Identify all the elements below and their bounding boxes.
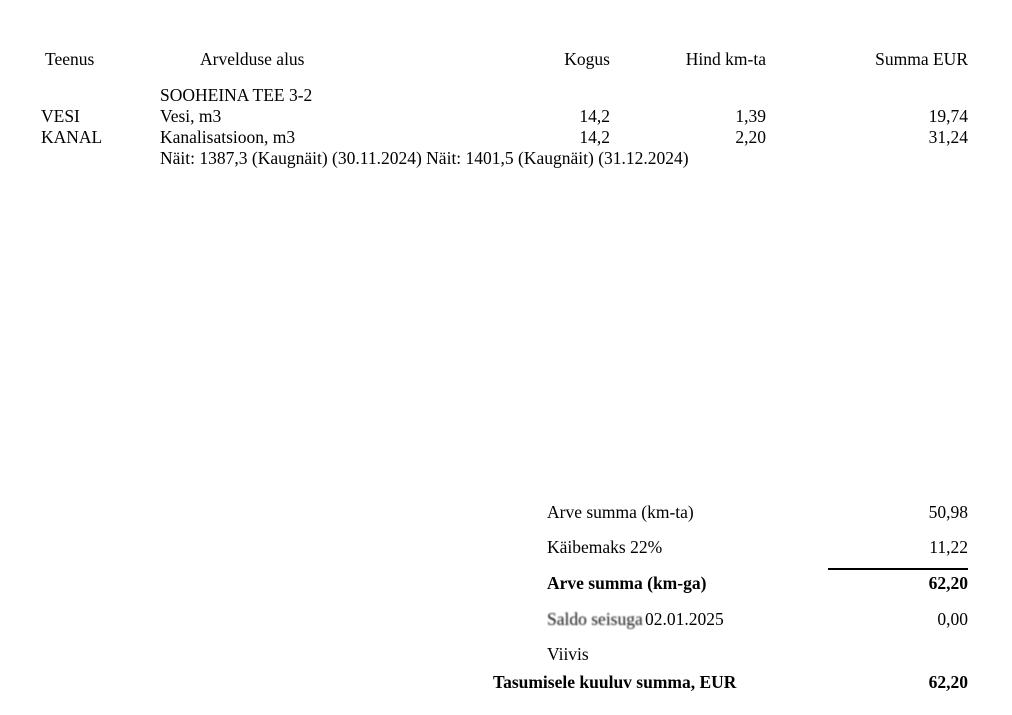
summary-row-balance (0, 609, 1012, 631)
property-address: SOOHEINA TEE 3-2 (160, 85, 313, 105)
service-code: KANAL (41, 127, 103, 147)
quantity-value: 14,2 (579, 127, 610, 147)
total-due-value: 62,20 (928, 672, 968, 692)
service-description: Vesi, m3 (160, 106, 222, 126)
meter-readings-note: Näit: 1387,3 (Kaugnäit) (30.11.2024) Näit: 1401,5 (Kaugnäit) (31.12.2024) (160, 148, 689, 168)
line-total-value: 31,24 (928, 127, 968, 147)
group-title-row (0, 85, 1012, 106)
balance-value: 0,00 (937, 609, 968, 629)
summary-row-penalty (0, 644, 1012, 666)
column-header-kogus: Kogus (564, 49, 610, 69)
quantity-value: 14,2 (579, 106, 610, 126)
unit-price-value: 1,39 (735, 106, 766, 126)
unit-price-value: 2,20 (735, 127, 766, 147)
column-header-summa-eur: Summa EUR (875, 49, 968, 69)
column-header-hind-km-ta: Hind km-ta (685, 49, 766, 69)
table-row (0, 106, 1012, 127)
line-total-value: 19,74 (928, 106, 968, 126)
summary-row-gross (0, 573, 1012, 595)
gross-total-value: 62,20 (928, 573, 968, 593)
net-total-value: 50,98 (928, 502, 968, 522)
balance-label: Saldo seisuga (547, 609, 643, 629)
column-header-arvelduse-alus: Arvelduse alus (200, 49, 305, 69)
summary-row-vat (0, 537, 1012, 559)
column-header-teenus: Teenus (45, 49, 95, 69)
table-row (0, 127, 1012, 148)
meter-note-row (0, 148, 1012, 169)
service-description: Kanalisatsioon, m3 (160, 127, 296, 147)
service-code: VESI (41, 106, 80, 126)
net-total-label: Arve summa (km-ta) (547, 502, 694, 522)
table-header-row (0, 49, 1012, 70)
summary-row-total-due (0, 672, 1012, 694)
gross-total-label: Arve summa (km-ga) (547, 573, 707, 593)
total-due-label: Tasumisele kuuluv summa, EUR (493, 672, 737, 692)
balance-date: 02.01.2025 (645, 609, 724, 629)
summary-row-net (0, 502, 1012, 524)
penalty-label: Viivis (547, 644, 589, 664)
vat-label: Käibemaks 22% (547, 537, 663, 557)
total-rule-line (828, 568, 968, 570)
vat-value: 11,22 (929, 537, 968, 557)
